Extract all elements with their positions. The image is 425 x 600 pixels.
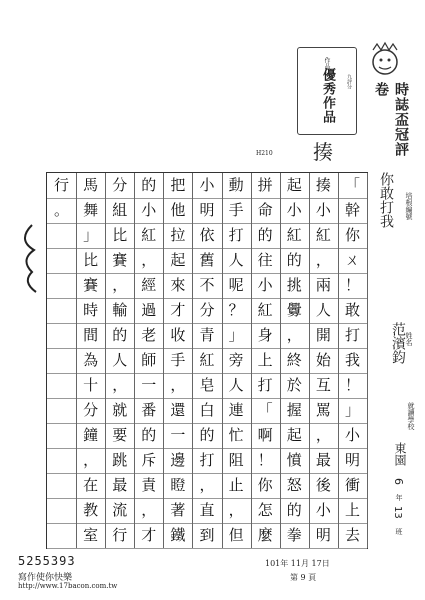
- grid-cell: 把: [163, 173, 192, 199]
- grid-cell: [47, 248, 76, 274]
- grid-cell: 互: [309, 373, 338, 399]
- grid-cell: 為: [76, 348, 105, 374]
- topic-handwriting: 你敢打我: [378, 172, 394, 228]
- grid-cell: 挑: [280, 273, 309, 299]
- grid-cell: 老: [134, 323, 163, 349]
- grid-cell: 依: [192, 223, 221, 249]
- grid-cell: 過: [134, 298, 163, 324]
- grid-cell: 組: [105, 198, 134, 224]
- grid-cell: 白: [192, 398, 221, 424]
- grid-cell: 麼: [251, 523, 280, 549]
- grid-column: [309, 173, 339, 548]
- grid-cell: 責: [134, 473, 163, 499]
- grid-cell: 幹: [338, 198, 367, 224]
- grid-cell: 小: [134, 198, 163, 224]
- grid-cell: 。: [47, 198, 76, 224]
- grid-cell: 間: [76, 323, 105, 349]
- grid-cell: 拳: [280, 523, 309, 549]
- grid-cell: 就: [105, 398, 134, 424]
- grid-cell: 瞪: [163, 473, 192, 499]
- grid-cell: 一: [134, 373, 163, 399]
- grid-cell: 起: [280, 173, 309, 199]
- grid-cell: 來: [163, 273, 192, 299]
- grid-cell: 「: [251, 398, 280, 424]
- grid-cell: 拼: [251, 173, 280, 199]
- grid-cell: 小: [309, 498, 338, 524]
- grid-cell: 小: [251, 273, 280, 299]
- grid-cell: 賽: [76, 273, 105, 299]
- grid-cell: 手: [163, 348, 192, 374]
- grid-column: [76, 173, 106, 548]
- grid-cell: [47, 273, 76, 299]
- grid-cell: ，: [134, 498, 163, 524]
- school-handwriting: 東園: [393, 442, 407, 466]
- grid-cell: 起: [163, 248, 192, 274]
- grid-cell: 收: [163, 323, 192, 349]
- grid-cell: 教: [76, 498, 105, 524]
- grid-cell: 人: [222, 373, 251, 399]
- grid-cell: 在: [76, 473, 105, 499]
- grid-cell: 人: [105, 348, 134, 374]
- grid-cell: 去: [338, 523, 367, 549]
- date-line: 101年 11月 17日: [265, 559, 330, 568]
- grid-cell: 上: [338, 498, 367, 524]
- serial-number: 5255393: [18, 554, 76, 568]
- grid-cell: ，: [222, 498, 251, 524]
- grid-cell: 後: [309, 473, 338, 499]
- grid-cell: 流: [105, 498, 134, 524]
- small-note: H210: [256, 150, 273, 157]
- grid-column: [338, 173, 368, 548]
- grid-cell: ，: [105, 373, 134, 399]
- grid-cell: 你: [251, 473, 280, 499]
- grid-cell: 他: [163, 198, 192, 224]
- grid-column: [222, 173, 252, 548]
- grid-cell: 於: [280, 373, 309, 399]
- grid-cell: 打: [222, 223, 251, 249]
- grid-column: [251, 173, 281, 548]
- grid-cell: [47, 473, 76, 499]
- grade-mark: 揍: [313, 140, 333, 164]
- grid-cell: ！: [251, 448, 280, 474]
- grid-cell: 的: [105, 323, 134, 349]
- grid-cell: 打: [338, 323, 367, 349]
- grid-cell: 憤: [280, 448, 309, 474]
- grid-cell: ，: [280, 323, 309, 349]
- grid-cell: 呢: [222, 273, 251, 299]
- grid-cell: 番: [134, 398, 163, 424]
- grid-cell: 馬: [76, 173, 105, 199]
- logo: [355, 40, 415, 170]
- grid-cell: 紅: [280, 223, 309, 249]
- grid-cell: 」: [338, 398, 367, 424]
- grid-cell: 要: [105, 423, 134, 449]
- grid-cell: 動: [222, 173, 251, 199]
- grid-column: [192, 173, 222, 548]
- grid-column: [47, 173, 77, 548]
- grid-cell: 敢: [338, 298, 367, 324]
- grid-cell: 但: [222, 523, 251, 549]
- grid-cell: 舞: [76, 198, 105, 224]
- info-panel: [370, 172, 418, 552]
- grid-cell: 才: [134, 523, 163, 549]
- grid-cell: 明: [309, 523, 338, 549]
- grid-cell: 師: [134, 348, 163, 374]
- grid-cell: ，: [76, 448, 105, 474]
- grid-cell: 經: [134, 273, 163, 299]
- grid-cell: 行: [47, 173, 76, 199]
- grid-cell: 小: [192, 173, 221, 199]
- grid-cell: ！: [338, 373, 367, 399]
- grid-cell: 紅: [309, 223, 338, 249]
- name-label: 姓名: [405, 332, 413, 346]
- grid-cell: 的: [134, 423, 163, 449]
- class-handwriting: 13: [392, 506, 403, 519]
- topic-label: 培根編號: [405, 192, 413, 220]
- grid-cell: 始: [309, 348, 338, 374]
- grid-cell: 比: [105, 223, 134, 249]
- grid-cell: 人: [309, 298, 338, 324]
- grid-cell: ，: [309, 248, 338, 274]
- grid-cell: 舊: [192, 248, 221, 274]
- grid-cell: 直: [192, 498, 221, 524]
- cartoon-logo-icon: [355, 40, 415, 85]
- grid-cell: 著: [163, 498, 192, 524]
- grid-cell: 邊: [163, 448, 192, 474]
- grid-column: [134, 173, 164, 548]
- grid-cell: 的: [192, 423, 221, 449]
- grid-column: [280, 173, 310, 548]
- grid-cell: ？: [222, 298, 251, 324]
- grid-cell: ，: [163, 373, 192, 399]
- grid-cell: 我: [338, 348, 367, 374]
- grid-cell: 「: [338, 173, 367, 199]
- grid-cell: 上: [251, 348, 280, 374]
- grid-cell: 止: [222, 473, 251, 499]
- grid-cell: 身: [251, 323, 280, 349]
- grid-cell: [47, 298, 76, 324]
- grid-cell: [47, 223, 76, 249]
- grid-cell: 才: [163, 298, 192, 324]
- grid-cell: 十: [76, 373, 105, 399]
- grid-column: [163, 173, 193, 548]
- grid-cell: 的: [280, 498, 309, 524]
- grid-cell: [47, 498, 76, 524]
- grid-cell: 打: [251, 373, 280, 399]
- school-label: 就讀學校: [407, 402, 415, 430]
- stamp-main-text: 優秀作品: [320, 68, 335, 124]
- grid-cell: [47, 398, 76, 424]
- grid-cell: [47, 323, 76, 349]
- grid-cell: 阻: [222, 448, 251, 474]
- grid-cell: 你: [338, 223, 367, 249]
- grid-cell: 不: [192, 273, 221, 299]
- grid-cell: 兩: [309, 273, 338, 299]
- logo-text: 時誌盃冠評卷: [373, 82, 409, 157]
- grid-cell: 還: [163, 398, 192, 424]
- grid-cell: 分: [105, 173, 134, 199]
- grid-cell: 賽: [105, 248, 134, 274]
- grid-cell: 開: [309, 323, 338, 349]
- grid-cell: 連: [222, 398, 251, 424]
- excellent-work-stamp: [297, 47, 357, 135]
- grid-cell: 最: [309, 448, 338, 474]
- grid-cell: ，: [309, 423, 338, 449]
- grade-handwriting: 6: [392, 478, 405, 485]
- grid-cell: 明: [192, 198, 221, 224]
- grid-cell: 皂: [192, 373, 221, 399]
- grid-cell: 青: [192, 323, 221, 349]
- grid-cell: 命: [251, 198, 280, 224]
- grid-cell: 紅: [134, 223, 163, 249]
- grid-cell: [47, 373, 76, 399]
- grid-cell: ，: [134, 248, 163, 274]
- grid-cell: 小: [309, 198, 338, 224]
- class-label: 班: [395, 528, 403, 535]
- writing-grid: [46, 172, 368, 549]
- grid-cell: 到: [192, 523, 221, 549]
- grid-cell: 分: [192, 298, 221, 324]
- grid-cell: [47, 423, 76, 449]
- grid-cell: 終: [280, 348, 309, 374]
- grid-cell: 輸: [105, 298, 134, 324]
- grid-cell: ，: [192, 473, 221, 499]
- grid-cell: ！: [338, 273, 367, 299]
- doodle-mark-icon: [12, 220, 42, 300]
- grid-cell: 鐘: [76, 423, 105, 449]
- grid-cell: 紅: [192, 348, 221, 374]
- website-url: http://www.17bacon.com.tw: [18, 582, 118, 590]
- grid-cell: 握: [280, 398, 309, 424]
- grid-cell: 往: [251, 248, 280, 274]
- grid-cell: 的: [280, 248, 309, 274]
- grid-cell: 比: [76, 248, 105, 274]
- grid-cell: 衝: [338, 473, 367, 499]
- grid-cell: 小: [280, 198, 309, 224]
- grid-cell: 人: [222, 248, 251, 274]
- grid-cell: 起: [280, 423, 309, 449]
- brand-slogan: 寫作使你快樂: [18, 573, 73, 583]
- grid-cell: 釁: [280, 298, 309, 324]
- grid-cell: 小: [338, 423, 367, 449]
- grid-cell: ㄨ: [338, 248, 367, 274]
- page-number: 第 9 頁: [290, 573, 317, 582]
- grade-label: 年: [395, 494, 403, 501]
- grid-cell: ，: [105, 273, 134, 299]
- grid-cell: 斥: [134, 448, 163, 474]
- grid-cell: 紅: [251, 298, 280, 324]
- grid-cell: 」: [76, 223, 105, 249]
- grid-cell: 時: [76, 298, 105, 324]
- grid-column: [105, 173, 135, 548]
- grid-cell: 明: [338, 448, 367, 474]
- grid-cell: 跳: [105, 448, 134, 474]
- grid-cell: 的: [134, 173, 163, 199]
- grid-cell: [47, 348, 76, 374]
- grid-cell: 罵: [309, 398, 338, 424]
- grid-cell: 打: [192, 448, 221, 474]
- grid-cell: 忙: [222, 423, 251, 449]
- grid-cell: 怒: [280, 473, 309, 499]
- grid-cell: 分: [76, 398, 105, 424]
- grid-cell: 最: [105, 473, 134, 499]
- grid-cell: [47, 448, 76, 474]
- name-handwriting: 范濱鈞: [390, 322, 406, 364]
- grid-cell: 的: [251, 223, 280, 249]
- stamp-top-text: 作品: [323, 57, 330, 69]
- stamp-side-text: 九評分: [346, 74, 352, 89]
- grid-cell: [47, 523, 76, 549]
- grid-cell: 行: [105, 523, 134, 549]
- grid-cell: 」: [222, 323, 251, 349]
- grid-cell: 旁: [222, 348, 251, 374]
- grid-cell: 一: [163, 423, 192, 449]
- grid-cell: 怎: [251, 498, 280, 524]
- grid-cell: 手: [222, 198, 251, 224]
- grid-cell: 啊: [251, 423, 280, 449]
- grid-cell: 揍: [309, 173, 338, 199]
- grid-cell: 鐵: [163, 523, 192, 549]
- grid-cell: 室: [76, 523, 105, 549]
- grid-cell: 拉: [163, 223, 192, 249]
